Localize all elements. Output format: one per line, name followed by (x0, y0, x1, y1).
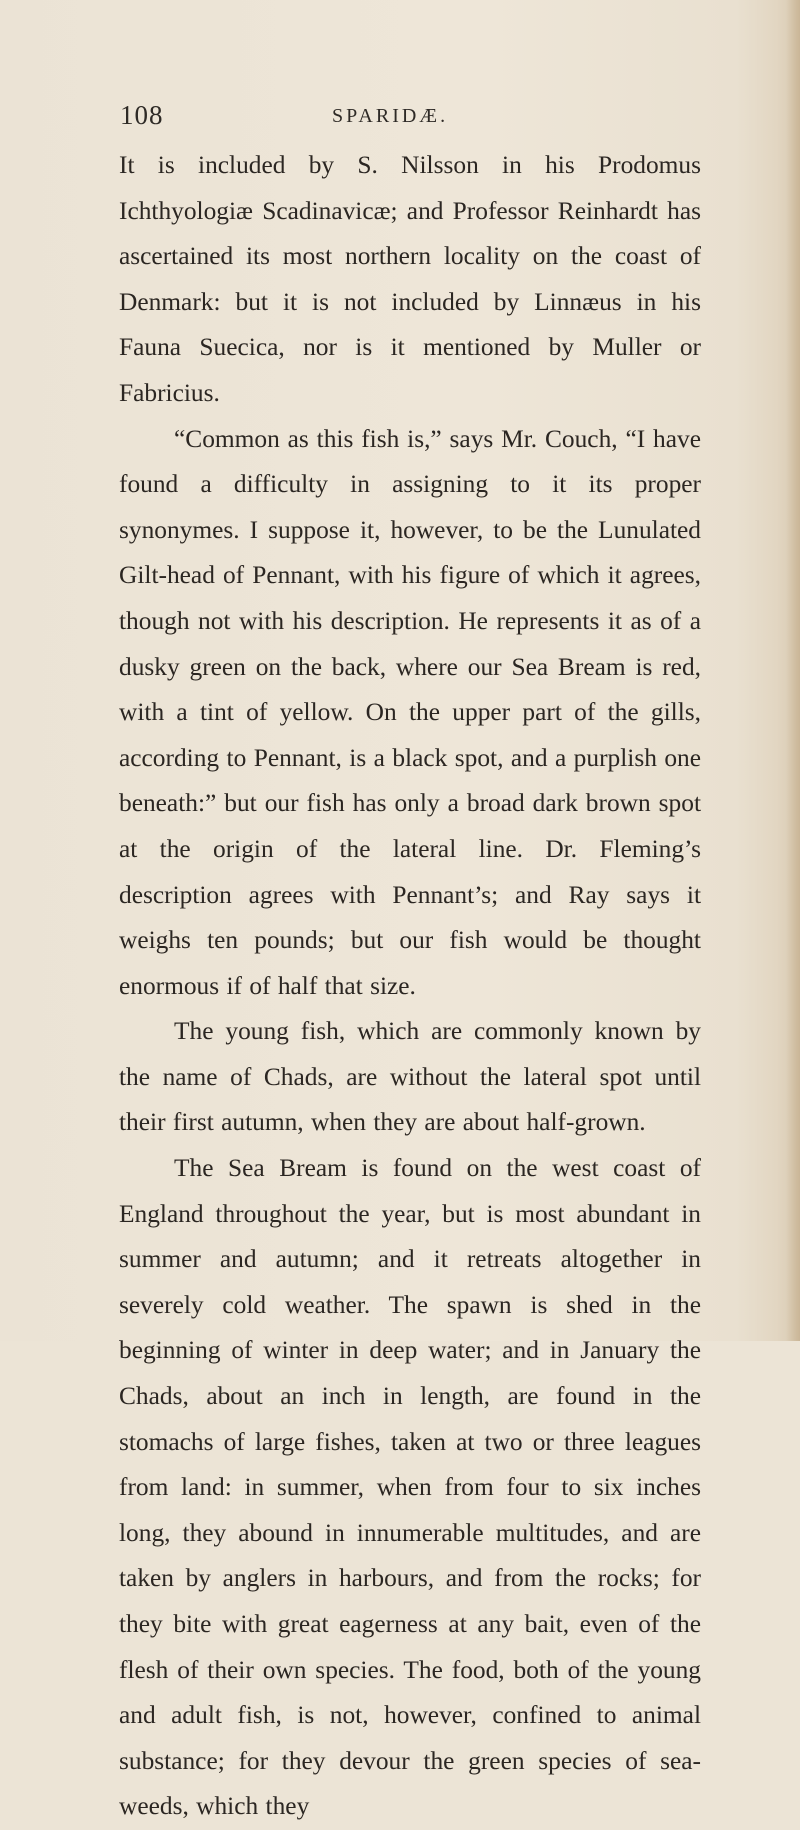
running-title: SPARIDÆ. (332, 105, 449, 127)
paragraph-4: The Sea Bream is found on the west coast of England throughout the year, but is most abundant in summer and autumn; and it retreats altogether in severely cold weather. The spawn is shed in the beginning of winter in deep water; and in January the Chads, about an inch in length, are found in the stomachs of large fishes, taken at two or three leagues from land: in summer, when from four to six inches long, they abound in innumerable multitudes, and are taken by anglers in harbours, and from the rocks; for they bite with great eagerness at any bait, even of the flesh of their own species. The food, both of the young and adult fish, is not, however, confined to animal substance; for they devour the green species of sea-weeds, which they (119, 1154, 701, 1821)
body-text (119, 143, 701, 1830)
page-number: 108 (120, 100, 164, 130)
page-header (120, 100, 680, 140)
page-edge-shadow (786, 0, 800, 1341)
paragraph-2: “Common as this fish is,” says Mr. Couch, “I have found a difficulty in assigning to it its proper synonymes. I suppose it, however, to be the Lunulated Gilt-head of Pennant, with his figure of which it agrees, though not with his description. He represents it as of a dusky green on the back, where our Sea Bream is red, with a tint of yellow. On the upper part of the gills, according to Pennant, is a black spot, and a purplish one beneath:” but our fish has only a broad dark brown spot at the origin of the lateral line. Dr. Fleming’s description agrees with Pennant’s; and Ray says it weighs ten pounds; but our fish would be thought enormous if of half that size. (119, 424, 701, 1000)
paragraph-3: The young fish, which are commonly known by the name of Chads, are without the lateral spot until their first autumn, when they are about half-grown. (119, 1017, 701, 1137)
paragraph-1: It is included by S. Nilsson in his Prodomus Ichthyologiæ Scadinavicæ; and Professor Reinhardt has ascertained its most northern locality on the coast of Denmark: but it is not included by Linnæus in his Fauna Suecica, nor is it mentioned by Muller or Fabricius. (119, 151, 701, 407)
